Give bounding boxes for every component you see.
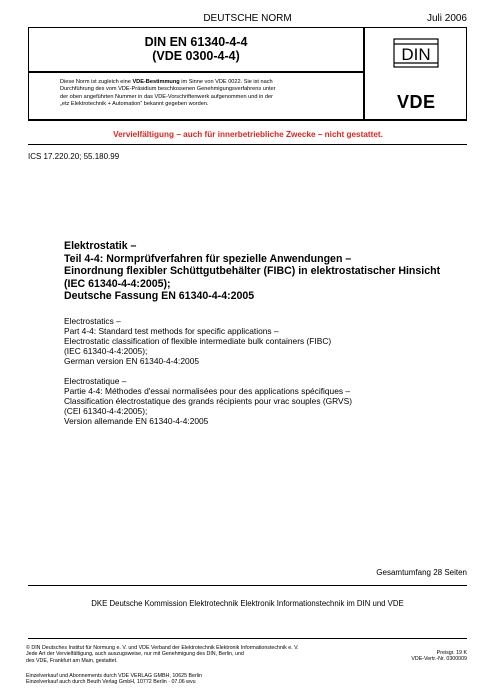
title-english — [64, 316, 484, 366]
copyright-line: © DIN Deutsches Institut für Normung e. V. und VDE Verband der Elektrotechnik Elektronik Informationstechnik e. V. — [26, 645, 299, 651]
notice-line-1a: Diese Norm ist zugleich eine — [60, 79, 133, 85]
title-de-line: Einordnung flexibler Schüttgutbehälter (FIBC) in elektrostatischer Hinsicht — [64, 265, 441, 278]
vde-number: (VDE 0300-4-4) — [152, 49, 240, 63]
notice-line-4: „etz Elektrotechnik + Automation“ bekannt gegeben worden. — [60, 100, 209, 107]
title-german — [64, 240, 484, 303]
page-count: Gesamtumfang 28 Seiten — [376, 568, 467, 577]
page-count-rule — [28, 585, 467, 586]
distribution-line: Einzelverkauf und Abonnements durch VDE VERLAG GMBH, 10625 Berlin — [26, 673, 203, 679]
title-de-line: Teil 4-4: Normprüfverfahren für spezielle Anwendungen – — [64, 252, 352, 265]
reproduction-notice: Vervielfältigung – auch für innerbetriebliche Zwecke – nicht gestattet. — [113, 130, 383, 139]
title-de-line: (IEC 61340-4-4:2005); — [64, 277, 171, 290]
order-number: VDE-Vertr.-Nr. 0300009 — [411, 656, 467, 663]
notice-line-1b: im Sinne von VDE 0022. Sie ist nach — [179, 79, 273, 85]
box-bottom-rule — [28, 120, 467, 121]
footer-rule — [28, 638, 467, 639]
standard-type-label: DEUTSCHE NORM — [203, 13, 292, 24]
title-fr-line: Partie 4-4: Méthodes d'essai normalisées pour des applications spécifiques – — [64, 386, 351, 396]
repro-rule — [28, 144, 467, 145]
distribution-line: Einzelverkauf auch durch Beuth Verlag GmbH, 10772 Berlin · 07.06 wvu — [26, 679, 196, 686]
title-french — [64, 376, 484, 426]
vde-notice — [60, 79, 360, 108]
ics-code: ICS 17.220.20; 55.180.99 — [28, 152, 120, 161]
title-en-line: Electrostatic classification of flexible intermediate bulk containers (FIBC) — [64, 336, 332, 346]
din-logo-mark — [393, 38, 439, 68]
din-logo-text: DIN — [401, 45, 431, 64]
din-logo — [393, 38, 439, 73]
title-de-line: Deutsche Fassung EN 61340-4-4:2005 — [64, 290, 255, 303]
document-number — [28, 35, 364, 63]
vde-logo: VDE — [397, 92, 436, 112]
title-en-line: Part 4-4: Standard test methods for specific applications – — [64, 326, 279, 336]
copyright-line: des VDE, Frankfurt am Main, gestattet. — [26, 657, 118, 664]
notice-line-3: der oben angeführten Nummer in das VDE-Vorschriftenwerk aufgenommen und in der — [60, 93, 273, 100]
title-de-line: Elektrostatik – — [64, 240, 137, 252]
title-en-line: Electrostatics – — [64, 316, 121, 326]
title-en-line: German version EN 61340-4-4:2005 — [64, 356, 200, 366]
price-group: Preisgr. 19 K — [436, 650, 467, 656]
notice-line-2: Durchführung des vom VDE-Präsidium beschlossenen Genehmigungsverfahrens unter — [60, 86, 276, 93]
title-fr-line: Version allemande EN 61340-4-4:2005 — [64, 416, 209, 426]
distribution-info — [26, 673, 406, 686]
notice-line-1-bold: VDE-Bestimmung — [132, 79, 180, 85]
publication-date: Juli 2006 — [426, 13, 467, 24]
title-fr-line: Classification électrostatique des grands récipients pour vrac souples (GRVS) — [64, 396, 352, 406]
title-en-line: (IEC 61340-4-4:2005); — [64, 346, 148, 356]
title-fr-line: (CEI 61340-4-4:2005); — [64, 406, 148, 416]
copyright-notice — [26, 645, 406, 664]
copyright-line: Jede Art der Vervielfältigung, auch auszugsweise, nur mit Genehmigung des DIN, Berlin, und — [26, 651, 244, 658]
price-info — [411, 650, 467, 663]
committee-line: DKE Deutsche Kommission Elektrotechnik Elektronik Informationstechnik im DIN und VDE — [91, 599, 404, 608]
title-fr-line: Electrostatique – — [64, 376, 127, 386]
din-number: DIN EN 61340-4-4 — [144, 35, 248, 49]
